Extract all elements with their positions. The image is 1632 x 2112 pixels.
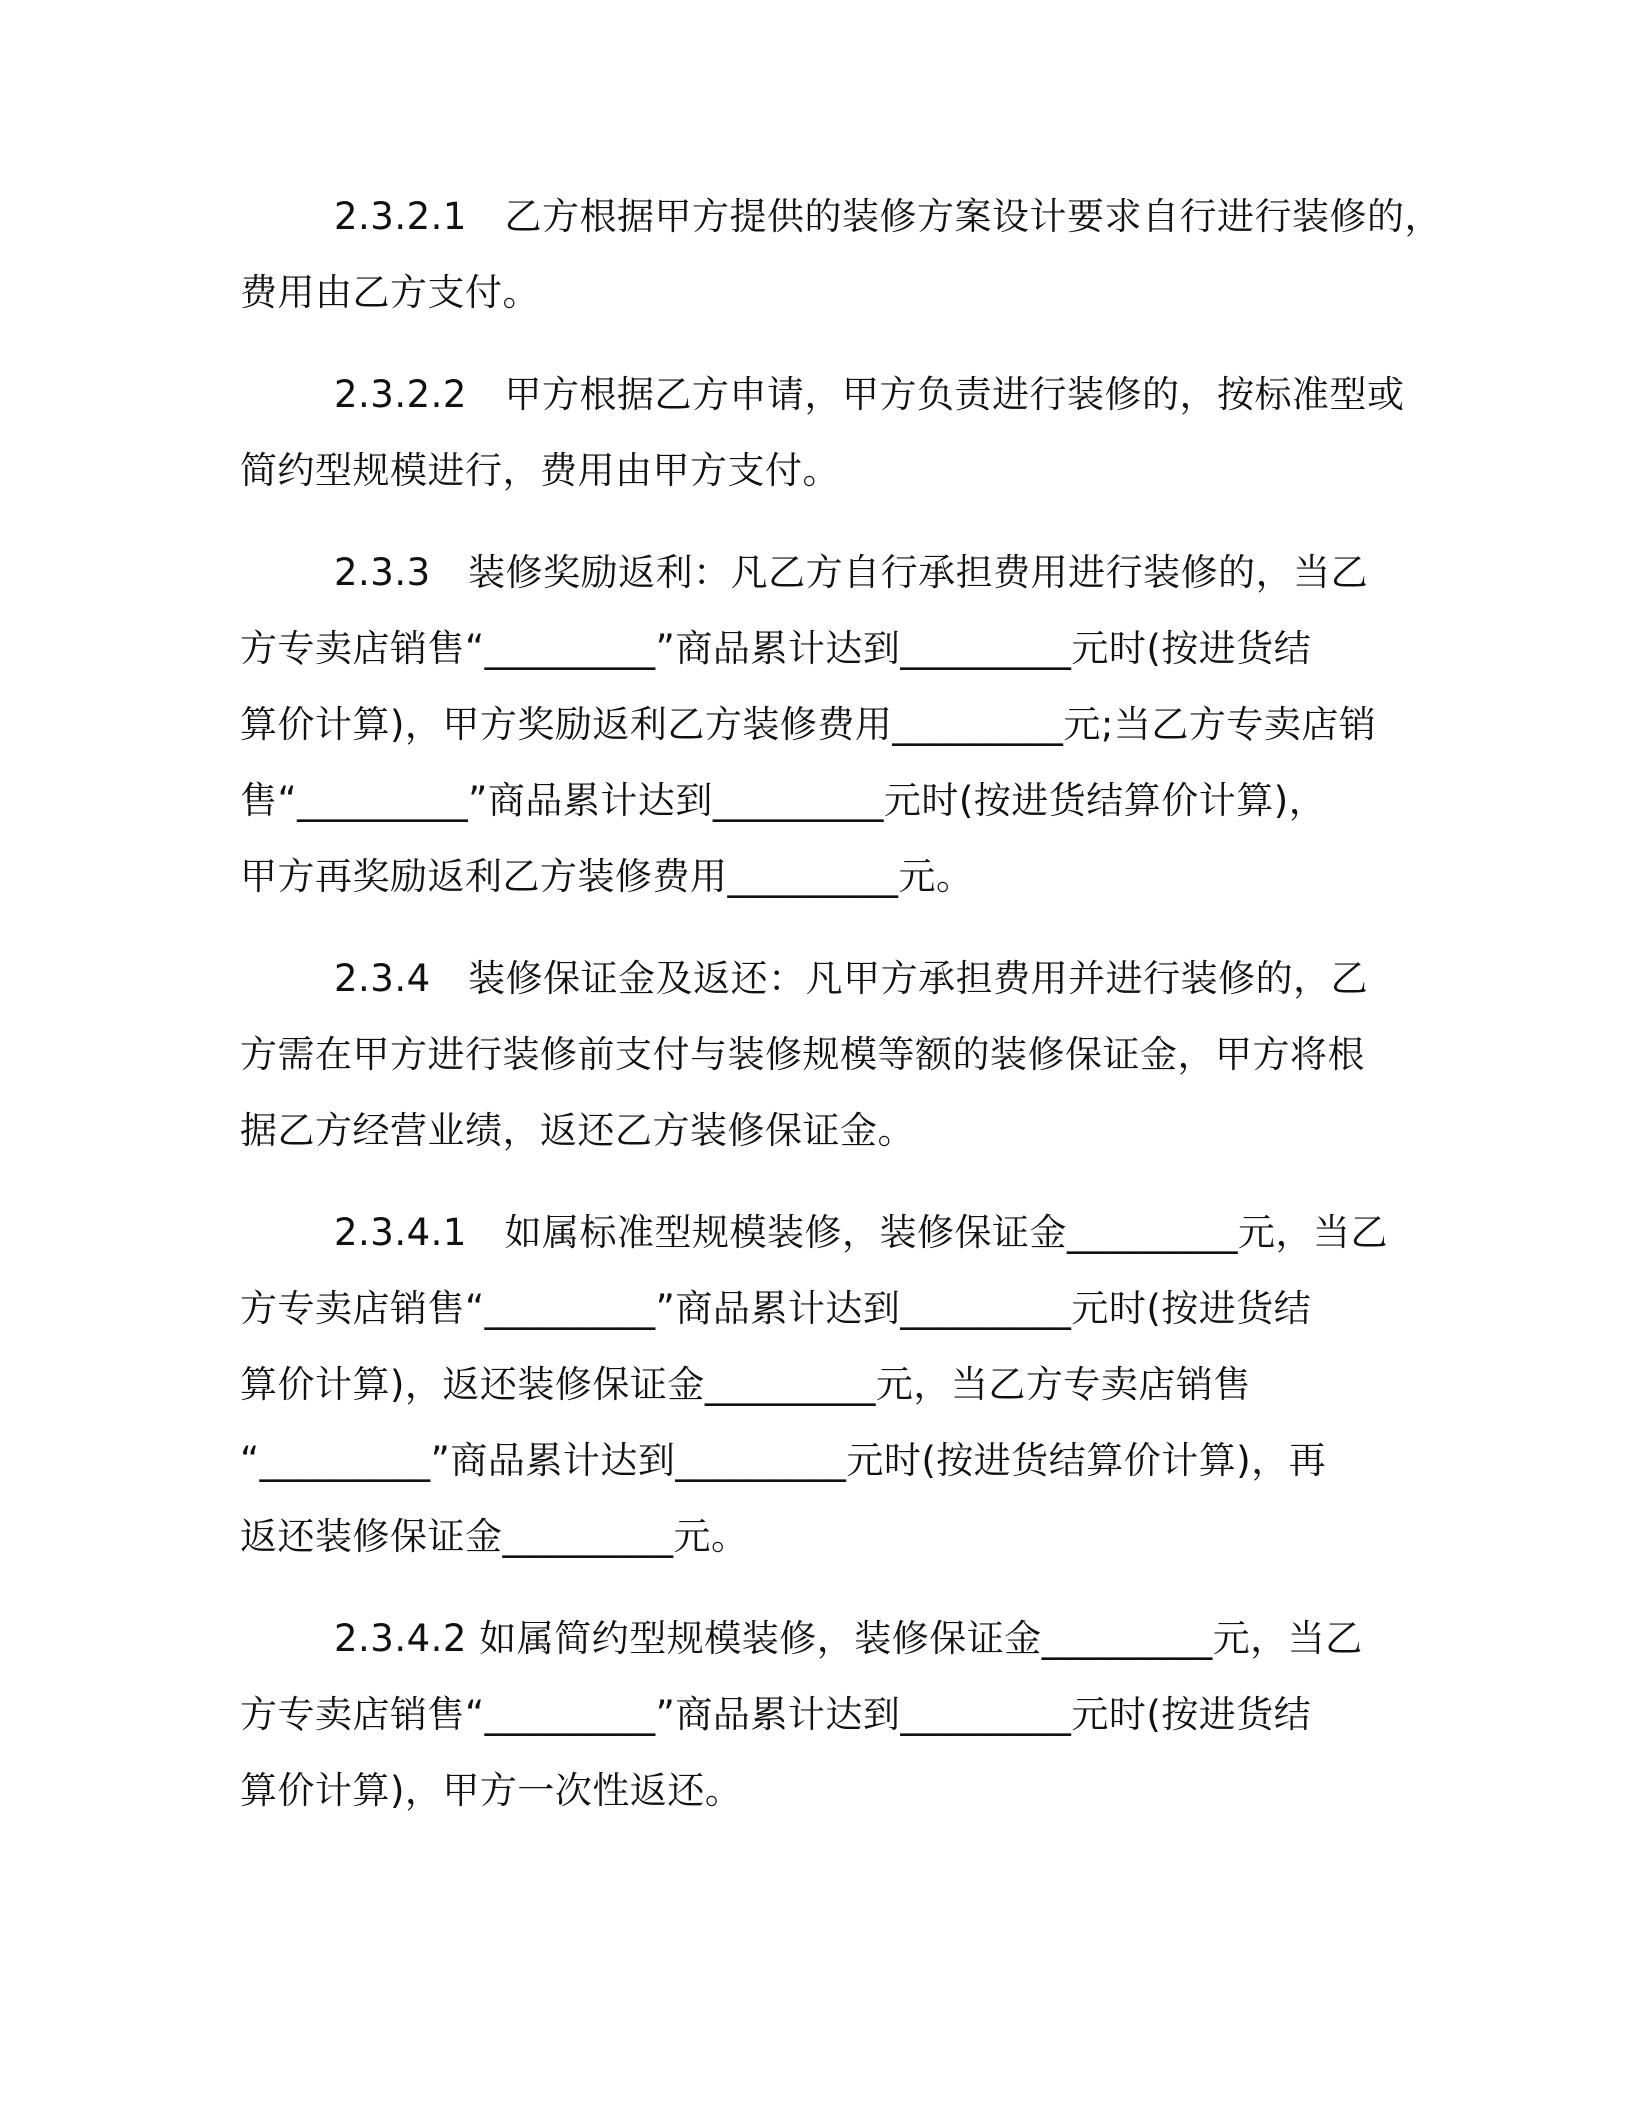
clause-2-3-3-line-1: 2.3.3 装修奖励返利：凡乙方自行承担费用进行装修的，当乙 — [334, 551, 1369, 594]
clause-2-3-3-line-3: 算价计算)，甲方奖励返利乙方装修费用_________元;当乙方专卖店销 — [240, 703, 1377, 746]
clause-2-3-4-2-line-1: 2.3.4.2 如属简约型规模装修，装修保证金_________元，当乙 — [334, 1617, 1363, 1660]
clause-2-3-2-2-line-1: 2.3.2.2 甲方根据乙方申请，甲方负责进行装修的，按标准型或 — [334, 373, 1405, 416]
clause-2-3-4-1-line-4: “_________”商品累计达到_________元时(按进货结算价计算)，再 — [240, 1439, 1327, 1482]
clause-2-3-4-line-3: 据乙方经营业绩，返还乙方装修保证金。 — [240, 1109, 915, 1152]
clause-2-3-3-line-4: 售“_________”商品累计达到_________元时(按进货结算价计算)， — [240, 779, 1327, 822]
clause-2-3-2-1-line-1: 2.3.2.1 乙方根据甲方提供的装修方案设计要求自行进行装修的， — [334, 195, 1442, 238]
clause-2-3-4-line-1: 2.3.4 装修保证金及返还：凡甲方承担费用并进行装修的，乙 — [334, 957, 1369, 1000]
clause-2-3-4-1-line-3: 算价计算)，返还装修保证金_________元，当乙方专卖店销售 — [240, 1363, 1251, 1406]
clause-2-3-2-1-line-2: 费用由乙方支付。 — [240, 271, 540, 314]
clause-2-3-4-2-line-3: 算价计算)，甲方一次性返还。 — [240, 1769, 743, 1812]
clause-2-3-4-1-line-1: 2.3.4.1 如属标准型规模装修，装修保证金_________元，当乙 — [334, 1211, 1388, 1254]
clause-2-3-4-2-line-2: 方专卖店销售“_________”商品累计达到_________元时(按进货结 — [240, 1693, 1312, 1736]
clause-2-3-3-line-2: 方专卖店销售“_________”商品累计达到_________元时(按进货结 — [240, 627, 1312, 670]
clause-2-3-4-1-line-2: 方专卖店销售“_________”商品累计达到_________元时(按进货结 — [240, 1287, 1312, 1330]
clause-2-3-4-line-2: 方需在甲方进行装修前支付与装修规模等额的装修保证金，甲方将根 — [240, 1033, 1365, 1076]
clause-2-3-2-2-line-2: 简约型规模进行，费用由甲方支付。 — [240, 449, 840, 492]
clause-2-3-3-line-5: 甲方再奖励返利乙方装修费用_________元。 — [240, 855, 974, 898]
clause-2-3-4-1-line-5: 返还装修保证金_________元。 — [240, 1515, 749, 1558]
